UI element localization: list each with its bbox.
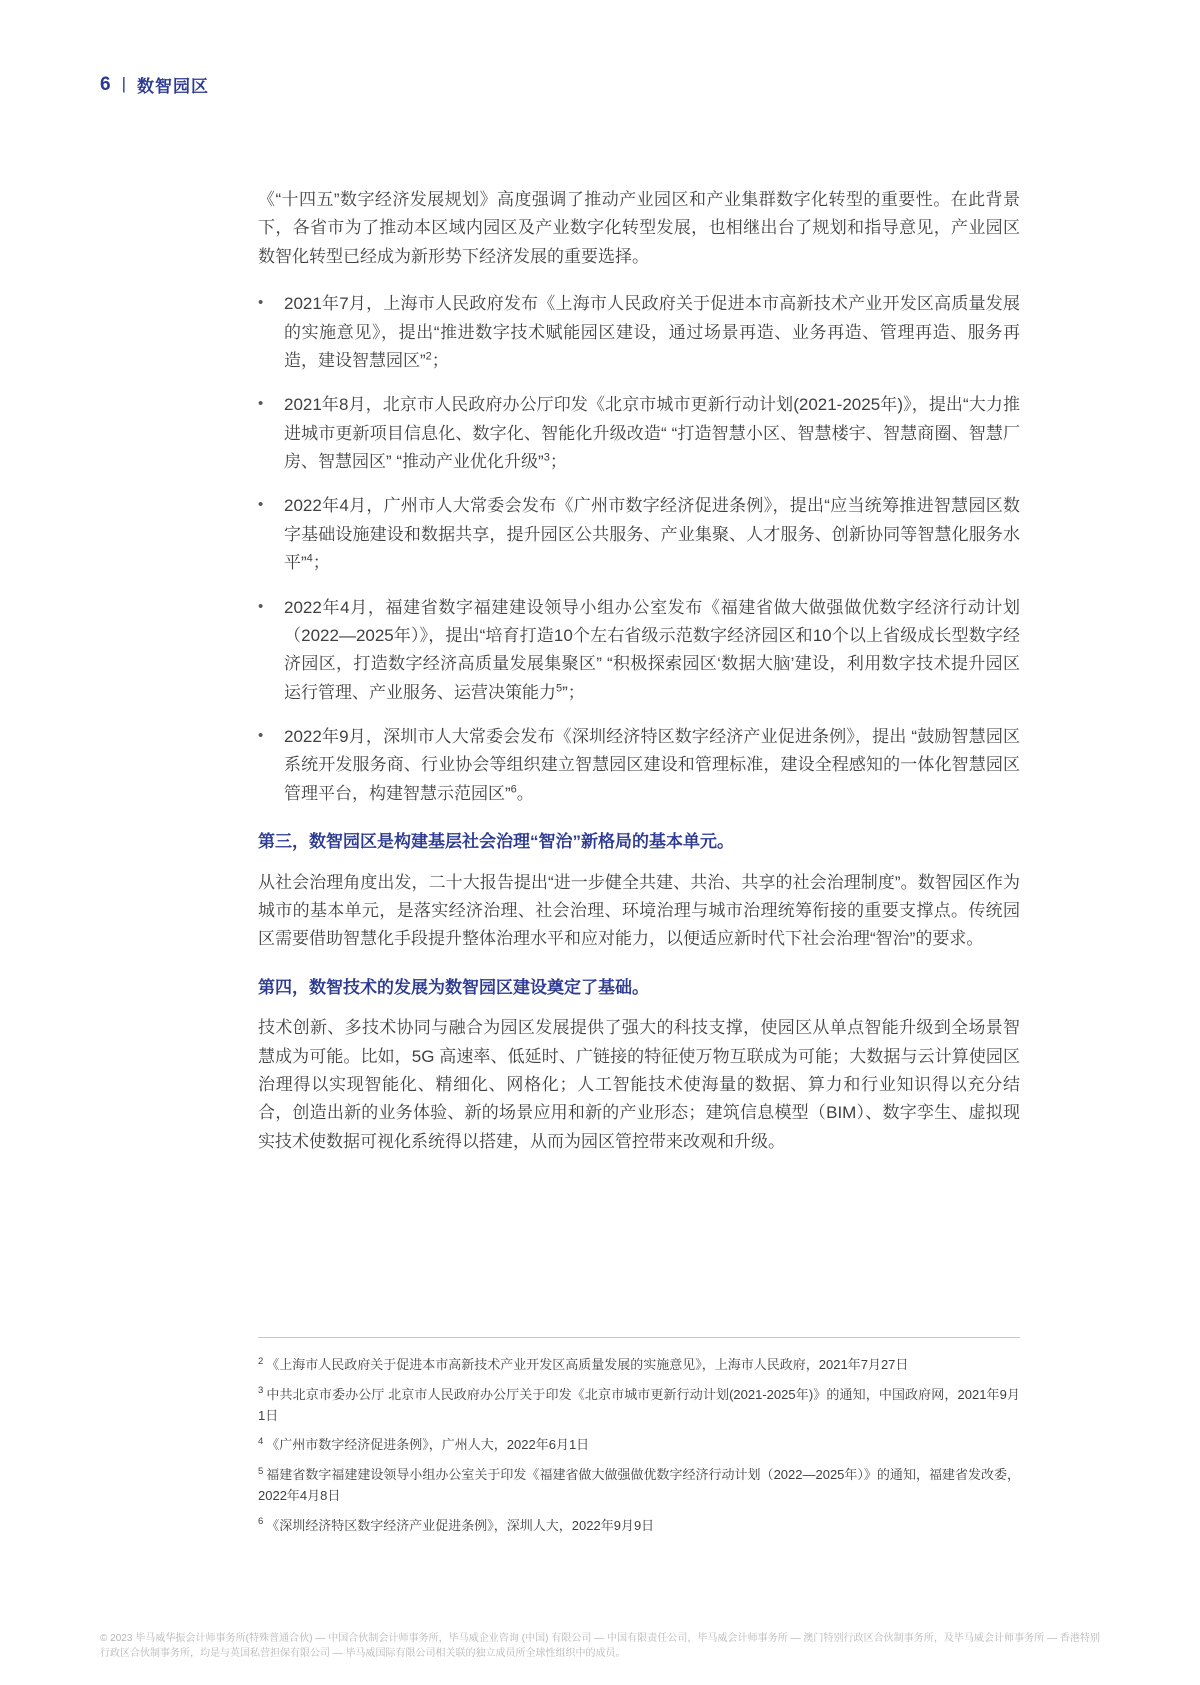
footnote-text: 《深圳经济特区数字经济产业促进条例》，深圳人大，2022年9月9日	[266, 1517, 655, 1533]
page-number: 6	[100, 73, 111, 95]
bullet-icon: •	[258, 294, 264, 312]
footnote-ref: 3	[543, 451, 550, 464]
footnote-ref: 4	[306, 552, 313, 565]
paragraph-governance: 从社会治理角度出发，二十大报告提出“进一步健全共建、共治、共享的社会治理制度”。数智园区作为城市的基本单元，是落实经济治理、社会治理、环境治理与城市治理统筹衔接的重要支撑点。传统园区需要借助智慧化手段提升整体治理水平和应对能力，以便适应新时代下社会治理“智治”的要求。	[258, 872, 1020, 949]
footnote-number: 5	[258, 1465, 264, 1477]
list-item	[258, 492, 1020, 577]
header-divider: |	[121, 73, 126, 93]
bullet-icon: •	[258, 496, 264, 514]
footnote-number: 6	[258, 1516, 264, 1528]
section-heading-fourth: 第四，数智技术的发展为数智园区建设奠定了基础。	[258, 977, 649, 997]
footnote-text: 福建省数字福建建设领导小组办公室关于印发《福建省做大做强做优数字经济行动计划（2022—2025年）》的通知，福建省发改委，2022年4月8日	[258, 1467, 1020, 1503]
footnote-ref: 5	[556, 681, 563, 694]
footnote	[258, 1355, 1020, 1376]
footnote-number: 2	[258, 1355, 264, 1367]
footnote-text: 《上海市人民政府关于促进本市高新技术产业开发区高质量发展的实施意见》，上海市人民政府，2021年7月27日	[266, 1357, 909, 1372]
page-footer	[100, 1631, 1100, 1661]
list-item-text: 2021年8月，北京市人民政府办公厅印发《北京市城市更新行动计划(2021-2025年)》，提出“大力推进城市更新项目信息化、数字化、智能化升级改造“ “打造智慧小区、智慧楼宇、智慧商圈、智慧厂房、智慧园区” “推动产业优化升级”$^3$；	[284, 395, 1020, 471]
footnotes-section	[258, 1337, 1020, 1546]
section-heading-third: 第三，数智园区是构建基层社会治理“智治”新格局的基本单元。	[258, 832, 734, 852]
footnote-text: 《广州市数字经济促进条例》，广州人大，2022年6月1日	[266, 1437, 590, 1453]
footnote-number: 4	[258, 1436, 264, 1448]
list-item-text: 2022年4月，福建省数字福建建设领导小组办公室发布《福建省做大做强做优数字经济行动计划（2022—2025年）》，提出“培育打造10个左右省级示范数字经济园区和10个以上省级成长型数字经济园区，打造数字经济高质量发展集聚区” “积极探索园区‘数据大脑’建设，利用数字技术提升园区运行管理、产业服务、运营决策能力$^5$”；	[284, 597, 1020, 702]
bullet-icon: •	[258, 727, 264, 744]
intro-paragraph: 《“十四五”数字经济发展规划》高度强调了推动产业园区和产业集群数字化转型的重要性。在此背景下，各省市为了推动本区域内园区及产业数字化转型发展，也相继出台了规划和指导意见，产业园区数智化转型已经成为新形势下经济发展的重要选择。	[258, 190, 1020, 266]
footnote-text: 中共北京市委办公厅 北京市人民政府办公厅关于印发《北京市城市更新行动计划(2021-2025年)》的通知，中国政府网，2021年9月1日	[258, 1386, 1020, 1423]
footnote	[258, 1435, 1020, 1456]
footnote-number: 3	[258, 1385, 264, 1397]
paragraph-technology: 技术创新、多技术协同与融合为园区发展提供了强大的科技支撑，使园区从单点智能升级到全场景智慧成为可能。比如，5G 高速率、低延时、广链接的特征使万物互联成为可能；大数据与云计算使园区治理得以实现智能化、精细化、网格化；人工智能技术使海量的数据、算力和行业知识得以充分结合，创造出新的业务体验、新的场景应用和新的产业形态；建筑信息模型（BIM）、数字孪生、虚拟现实技术使数据可视化系统得以搭建，从而为园区管控带来改观和升级。	[258, 1018, 1020, 1151]
chapter-title: 数智园区	[137, 77, 209, 96]
list-item-text: 2021年7月，上海市人民政府发布《上海市人民政府关于促进本市高新技术产业开发区高质量发展的实施意见》，提出“推进数字技术赋能园区建设，通过场景再造、业务再造、管理再造、服务再造，建设智慧园区”$^2$；	[284, 294, 1020, 370]
footnote	[258, 1465, 1020, 1507]
bullet-icon: •	[258, 597, 264, 615]
list-item	[258, 723, 1020, 808]
footnote-ref: 2	[425, 350, 432, 363]
legal-text: © 2023 毕马威华振会计师事务所(特殊普通合伙) — 中国合伙制会计师事务所，毕马威企业咨询 (中国) 有限公司 — 中国有限责任公司，毕马威会计师事务所 — 澳门特别行政区合伙制事务所，及毕马威会计师事务所 — 香港特别行政区合伙制事务所，均是与英国私营担保有限公司 — 毕马威国际有限公司相关联的独立成员所全球性组织中的成员。	[100, 1633, 1100, 1659]
footnote-ref: 6	[510, 783, 517, 796]
footnote	[258, 1385, 1020, 1427]
page-header	[100, 72, 209, 97]
policy-list	[258, 290, 1020, 808]
bullet-icon: •	[258, 395, 264, 413]
list-item-text: 2022年4月，广州市人大常委会发布《广州市数字经济促进条例》，提出“应当统筹推进智慧园区数字基础设施建设和数据共享，提升园区公共服务、产业集聚、人才服务、创新协同等智慧化服务水平”$^4$；	[284, 496, 1020, 573]
list-item	[258, 290, 1020, 375]
footnote	[258, 1516, 1020, 1537]
body-column	[258, 186, 1020, 1175]
list-item	[258, 391, 1020, 476]
list-item-text: 2022年9月，深圳市人大常委会发布《深圳经济特区数字经济产业促进条例》，提出 “鼓励智慧园区系统开发服务商、行业协会等组织建立智慧园区建设和管理标准，建设全程感知的一体化智慧园区管理平台，构建智慧示范园区”$^6$。	[284, 727, 1020, 803]
list-item	[258, 594, 1020, 708]
